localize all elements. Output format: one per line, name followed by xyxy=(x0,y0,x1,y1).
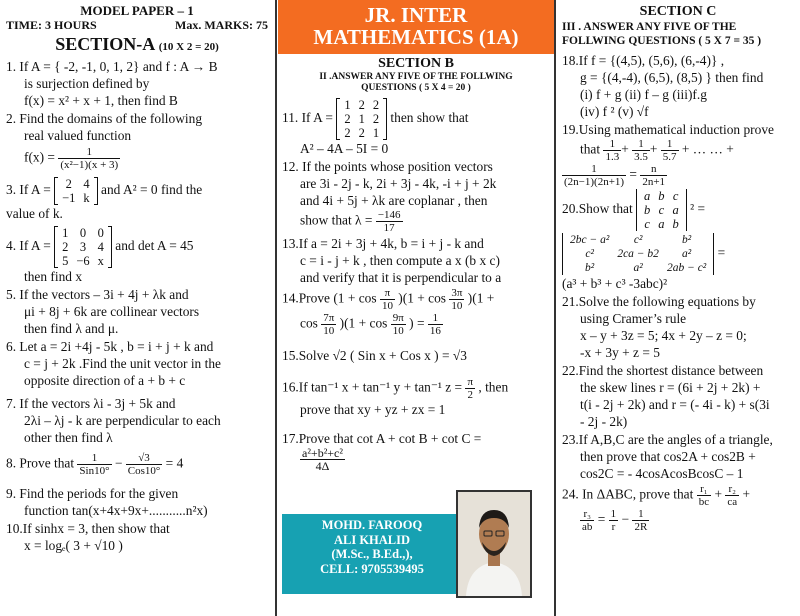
q14-bmid: )(1 + cos xyxy=(339,315,388,331)
q20-prefix: 20.Show that xyxy=(562,201,633,217)
question-8 xyxy=(6,452,268,477)
q8-den-2: Cos10° xyxy=(127,465,161,477)
question-19 xyxy=(562,121,794,188)
matrix-cell: 2 xyxy=(344,112,351,126)
q24-d2: ca xyxy=(727,496,738,508)
author-phone: CELL: 9705539495 xyxy=(320,561,424,576)
q13-line-2: c = i - j + k , then compute a x (b x c) xyxy=(300,253,500,268)
banner-line-2: MATHEMATICS (1A) xyxy=(313,25,519,49)
matrix-cell: k xyxy=(83,191,90,205)
section-b-heading: SECTION B xyxy=(378,56,454,71)
q24-n2: r₂ xyxy=(725,483,739,496)
q3-matrix-table xyxy=(58,177,94,205)
q8-minus: − xyxy=(114,455,123,471)
q8-den-1: Sin10° xyxy=(79,465,110,477)
q12-line-3: and 4i + 5j + λk are coplanar , then xyxy=(300,193,488,208)
section-a-title: SECTION-A xyxy=(55,34,155,54)
q17-line-1: 17.Prove that cot A + cot B + cot C = xyxy=(282,431,482,446)
matrix-cell: c² xyxy=(585,248,594,260)
matrix-cell: 1 xyxy=(62,226,69,240)
question-18 xyxy=(562,52,794,120)
q16-line-2: prove that xy + yz + zx = 1 xyxy=(300,402,446,417)
q13-line-1: 13.If a = 2i + 3j + 4k, b = i + j - k and xyxy=(282,236,484,251)
matrix-row xyxy=(340,112,383,126)
q5-line-2: μi + 8j + 6k are collinear vectors xyxy=(24,304,200,319)
q12-num: −146 xyxy=(377,209,401,221)
matrix-cell: 2ab − c² xyxy=(666,262,707,274)
person-avatar-icon xyxy=(458,492,530,596)
q20-determinant-2 xyxy=(562,233,714,275)
section-c-column xyxy=(556,0,800,616)
q12-fraction xyxy=(376,209,403,234)
matrix-cell: b xyxy=(672,217,679,231)
question-7 xyxy=(6,395,268,446)
matrix-cell: 2 xyxy=(344,126,351,140)
q16-post: , then xyxy=(478,379,509,395)
q20-det-table xyxy=(640,189,683,231)
matrix-cell: 1 xyxy=(372,126,380,140)
matrix-row xyxy=(566,233,710,247)
q8-fraction-2 xyxy=(126,452,163,477)
question-20 xyxy=(562,189,794,292)
q2-line-1: 2. Find the domains of the following xyxy=(6,111,203,126)
q2-denominator: (x²−1)(x + 3) xyxy=(60,159,119,171)
q19-eq: = xyxy=(629,166,637,182)
q12-prefix: show that λ = xyxy=(300,212,373,228)
section-a-scheme: (10 X 2 = 20) xyxy=(158,41,219,53)
q2-fraction xyxy=(58,146,120,171)
q14-end: )(1 + xyxy=(467,290,495,306)
question-10 xyxy=(6,520,268,554)
q8-num-1: 1 xyxy=(77,452,111,465)
q24-rn1: 1 xyxy=(610,508,617,520)
matrix-cell: a² xyxy=(633,262,643,274)
q20-postfix: ² = xyxy=(690,201,706,217)
q24-frac-1 xyxy=(697,483,711,508)
q3-postfix: and A² = 0 find the xyxy=(101,182,203,198)
q14-f1d: 10 xyxy=(381,300,393,312)
q14-a: 14.Prove (1 + cos xyxy=(282,290,377,306)
q24-rd2: 2R xyxy=(634,521,648,533)
q24-frac-2 xyxy=(725,483,739,508)
q19-rd: 2n+1 xyxy=(642,176,666,188)
matrix-cell: b xyxy=(644,203,651,217)
q10-line-2: x = logₑ( 3 + √10 ) xyxy=(24,538,123,553)
matrix-cell: 1 xyxy=(344,98,351,112)
q19-frac-2 xyxy=(632,138,650,163)
q20-line-1 xyxy=(562,189,794,231)
q2-numerator: 1 xyxy=(58,146,120,159)
q21-line-2: using Cramer’s rule xyxy=(580,311,687,326)
q21-line-1: 21.Solve the following equations by xyxy=(562,294,756,309)
q24-frac-r1 xyxy=(609,508,619,533)
q19-tail: + … … + xyxy=(681,141,734,157)
q5-line-1: 5. If the vectors – 3i + 4j + λk and xyxy=(6,287,189,302)
matrix-cell: −1 xyxy=(62,191,76,205)
question-17 xyxy=(282,430,550,472)
section-c-heading: SECTION C xyxy=(639,4,717,19)
section-a-heading xyxy=(6,34,268,57)
q24-n3: r₃ xyxy=(580,508,594,521)
time-marks-row xyxy=(6,18,268,32)
matrix-cell: b² xyxy=(585,262,595,274)
q14-frac-result xyxy=(428,312,443,337)
question-14 xyxy=(282,287,550,337)
author-photo xyxy=(456,490,532,598)
q24-minus: − xyxy=(621,511,630,527)
matrix-cell: c xyxy=(644,217,650,231)
q11-line-2: A² – 4A – 5I = 0 xyxy=(300,141,389,156)
q16-fn: π xyxy=(467,376,474,388)
matrix-row xyxy=(640,217,683,231)
question-1 xyxy=(6,58,268,109)
matrix-cell: a² xyxy=(681,248,692,260)
q19-n1: 1 xyxy=(603,138,621,151)
q23-line-1: 23.If A,B,C are the angles of a triangle, xyxy=(562,432,773,447)
matrix-row xyxy=(58,177,94,191)
q20-line-2 xyxy=(562,233,794,275)
q2-line-2: real valued function xyxy=(24,128,132,143)
question-6 xyxy=(6,338,268,389)
q8-prefix: 8. Prove that xyxy=(6,455,75,471)
q22-line-4: - 2j - 2k) xyxy=(580,414,628,429)
q12-den: 17 xyxy=(383,222,395,234)
q14-f3n: 7π xyxy=(323,312,335,324)
q3-line-2: value of k. xyxy=(6,206,63,221)
q9-line-1: 9. Find the periods for the given xyxy=(6,486,179,501)
q14-line-2 xyxy=(282,312,550,337)
q10-line-1: 10.If sinhx = 3, then show that xyxy=(6,521,170,536)
q17-den: 4Δ xyxy=(315,459,330,473)
q8-fraction-1 xyxy=(77,452,111,477)
matrix-cell: c xyxy=(672,189,679,203)
q3-matrix xyxy=(54,177,98,205)
q21-line-3: x – y + 3z = 5; 4x + 2y – z = 0; xyxy=(580,328,747,343)
section-a-column xyxy=(0,0,274,616)
matrix-row xyxy=(58,226,108,240)
matrix-cell: 2 xyxy=(372,98,380,112)
q7-line-3: other then find λ xyxy=(24,430,113,445)
q16-line-1 xyxy=(282,376,550,401)
q24-eq: = xyxy=(597,511,606,527)
matrix-cell: 2bc − a² xyxy=(570,234,610,246)
q19-line-2: that $\frac{1}{1.3}$ + $\frac{1}{3.5}$ + $\frac{1}{5.7}$ + … … + xyxy=(580,138,734,163)
matrix-cell: 0 xyxy=(97,226,104,240)
question-15: 15.Solve √2 ( Sin x + Cos x ) = √3 xyxy=(282,348,467,363)
q6-line-2: c = j + 2k .Find the unit vector in the xyxy=(24,356,221,371)
question-11 xyxy=(282,98,550,157)
q16-a: 16.If tan⁻¹ x + tan⁻¹ y + tan⁻¹ z = xyxy=(282,379,463,395)
q14-beq: ) = xyxy=(409,315,425,331)
q17-num: a²+b²+c² xyxy=(302,446,343,460)
q19-ld: (2n−1)(2n+1) xyxy=(564,176,625,188)
q14-rn: 1 xyxy=(428,312,443,325)
matrix-cell: −6 xyxy=(76,254,90,268)
q24-n1: r₁ xyxy=(697,483,711,496)
matrix-row xyxy=(58,191,94,205)
q19-line-3 xyxy=(562,163,794,188)
question-23 xyxy=(562,431,794,482)
q22-line-3: t(i - 2j + 2k) and r = (- 4i - k) + s(3i xyxy=(580,397,770,412)
q18-line-2: g = {(4,-4), (6,5), (8,5) } then find xyxy=(580,70,764,85)
question-3 xyxy=(6,177,268,222)
q17-fraction xyxy=(300,447,345,472)
matrix-row xyxy=(640,189,683,203)
matrix-cell: x xyxy=(97,254,104,268)
q14-frac-3 xyxy=(321,312,336,337)
question-5 xyxy=(6,286,268,337)
matrix-cell: c xyxy=(658,203,665,217)
q11-postfix: then show that xyxy=(390,110,469,126)
q14-frac-2 xyxy=(449,287,464,312)
q16-fraction xyxy=(465,376,475,401)
q22-line-1: 22.Find the shortest distance between xyxy=(562,363,764,378)
matrix-row xyxy=(340,126,383,140)
q4-matrix xyxy=(54,226,112,268)
q23-line-2: then prove that cos2A + cos2B + xyxy=(580,449,756,464)
q4-line-2: then find x xyxy=(24,269,83,284)
q24-rn2: 1 xyxy=(632,508,649,521)
matrix-cell: a xyxy=(644,189,651,203)
author-name-2: ALI KHALID xyxy=(333,532,411,547)
q14-mid: )(1 + cos xyxy=(398,290,447,306)
matrix-cell: 2ca − b2 xyxy=(617,248,659,260)
q14-frac-4 xyxy=(391,312,406,337)
q23-line-3: cos2C = - 4cosAcosBcosC – 1 xyxy=(580,466,744,481)
q19-d2: 3.5 xyxy=(634,151,648,163)
q19-frac-result xyxy=(640,163,667,188)
q9-line-2: function tan(x+4x+9x+...........n²x) xyxy=(24,503,208,518)
question-21 xyxy=(562,293,794,361)
q8-num-2: √3 xyxy=(126,452,163,465)
q20-postfix-2: = xyxy=(717,245,726,261)
marks-label: Max. MARKS: 75 xyxy=(175,18,268,32)
matrix-row xyxy=(640,203,683,217)
q24-rd1: r xyxy=(611,521,616,533)
matrix-cell: c² xyxy=(633,234,643,246)
matrix-cell: 4 xyxy=(97,240,104,254)
matrix-row xyxy=(566,261,710,275)
q20-det2-table xyxy=(566,233,710,275)
matrix-cell: 2 xyxy=(358,98,365,112)
banner-line-1: JR. INTER xyxy=(364,3,468,27)
q12-line-1: 12. If the points whose position vectors xyxy=(282,159,493,174)
q24-d3: ab xyxy=(582,521,593,533)
q24-line-2 xyxy=(562,508,794,533)
q18-line-4: (iv) f ² (v) √f xyxy=(580,104,649,119)
author-box xyxy=(282,514,462,594)
matrix-row xyxy=(566,247,710,261)
question-9 xyxy=(6,485,268,519)
matrix-row xyxy=(58,240,108,254)
q19-frac-1 xyxy=(603,138,621,163)
q14-f3d: 10 xyxy=(323,325,335,337)
q24-frac-r2 xyxy=(632,508,649,533)
matrix-cell: 5 xyxy=(62,254,69,268)
author-qualification: (M.Sc., B.Ed.,), xyxy=(331,547,413,561)
q19-frac-3 xyxy=(661,138,679,163)
q14-f4d: 10 xyxy=(392,325,404,337)
matrix-cell: 3 xyxy=(79,240,87,254)
section-c-instruction-2: FOLLWING QUESTIONS ( 5 X 7 = 35 ) xyxy=(562,35,762,47)
question-4 xyxy=(6,226,268,285)
q14-f1n: π xyxy=(380,287,395,300)
q2-formula xyxy=(6,146,268,171)
q19-prefix: that xyxy=(580,141,601,157)
question-12 xyxy=(282,158,550,234)
q1-line-3: f(x) = x² + x + 1, then find B xyxy=(24,93,178,108)
matrix-cell: 4 xyxy=(83,177,90,191)
matrix-row xyxy=(340,98,383,112)
q20-line-3: (a³ + b³ + c³ -3abc)² xyxy=(562,276,668,291)
q14-rd: 16 xyxy=(429,325,441,337)
model-paper-title: MODEL PAPER – 1 xyxy=(80,3,194,18)
q4-prefix: 4. If A = xyxy=(6,238,51,254)
q19-n2: 1 xyxy=(632,138,650,151)
q7-line-2: 2λi – λj - k are perpendicular to each xyxy=(24,413,221,428)
section-c-instruction-1: III . ANSWER ANY FIVE OF THE xyxy=(562,21,737,33)
matrix-cell: a xyxy=(672,203,679,217)
matrix-cell: a xyxy=(658,217,665,231)
q7-line-1: 7. If the vectors λi - 3j + 5k and xyxy=(6,396,176,411)
q4-postfix: and det A = 45 xyxy=(115,238,194,254)
question-16 xyxy=(282,376,550,418)
author-name-1: MOHD. FAROOQ xyxy=(321,518,423,532)
q24-line-1 xyxy=(562,483,794,508)
q20-determinant xyxy=(636,189,687,231)
q19-d3: 5.7 xyxy=(662,151,677,163)
q19-ln: 1 xyxy=(562,163,626,176)
q11-matrix xyxy=(336,98,387,140)
q18-line-1: 18.If f = {(4,5), (5,6), (6,-4)} , xyxy=(562,53,725,68)
question-13 xyxy=(282,235,550,286)
q12-line-2: are 3i - 2j - k, 2i + 3j - 4k, -i + j + 2k xyxy=(300,176,497,191)
q19-frac-last xyxy=(562,163,626,188)
q24-d1: bc xyxy=(698,496,710,508)
q14-f4n: 9π xyxy=(392,312,404,324)
q14-frac-1 xyxy=(380,287,395,312)
q24-prefix: 24. In ΔABC, prove that xyxy=(562,486,694,502)
q24-frac-3 xyxy=(580,508,594,533)
title-banner xyxy=(278,0,554,54)
q11-prefix: 11. If A = xyxy=(282,110,333,126)
q21-line-4: -x + 3y + z = 5 xyxy=(580,345,660,360)
q14-f2n: 3π xyxy=(451,287,463,299)
q11-matrix-table xyxy=(340,98,383,140)
q18-line-3: (i) f + g (ii) f – g (iii)f.g xyxy=(580,87,707,102)
q14-f2d: 10 xyxy=(451,300,463,312)
q12-line-4 xyxy=(282,209,550,234)
q4-matrix-table xyxy=(58,226,108,268)
question-22 xyxy=(562,362,794,430)
q22-line-2: the skew lines r = (6i + 2j + 2k) + xyxy=(580,380,761,395)
question-24 xyxy=(562,483,794,533)
q1-line-2: is surjection defined by xyxy=(24,76,150,91)
q3-prefix: 3. If A = xyxy=(6,182,51,198)
divider-left xyxy=(275,0,277,616)
q2-lhs: f(x) = xyxy=(24,149,55,165)
q16-fd: 2 xyxy=(467,389,473,401)
matrix-cell: 1 xyxy=(358,112,365,126)
question-2 xyxy=(6,110,268,171)
time-label: TIME: 3 HOURS xyxy=(6,18,97,32)
matrix-cell: b xyxy=(658,189,665,203)
q8-postfix: = 4 xyxy=(165,455,184,471)
q13-line-3: and verify that it is perpendicular to a xyxy=(300,270,502,285)
matrix-cell: 2 xyxy=(358,126,365,140)
q19-line-1: 19.Using mathematical induction prove xyxy=(562,122,774,137)
q19-d1: 1.3 xyxy=(605,151,620,163)
matrix-cell: 2 xyxy=(65,177,72,191)
section-b-instruction-1: II .ANSWER ANY FIVE OF THE FOLLWING xyxy=(319,72,513,82)
q19-rn: n xyxy=(640,163,667,176)
q14-line-1 xyxy=(282,287,550,312)
q24-tail: + xyxy=(742,486,751,502)
q5-line-3: then find λ and μ. xyxy=(24,321,119,336)
matrix-row xyxy=(58,254,108,268)
section-b-instruction-2: QUESTIONS ( 5 X 4 = 20 ) xyxy=(361,83,471,93)
matrix-cell: 0 xyxy=(79,226,87,240)
q17-line-2 xyxy=(282,447,550,472)
q24-plus: + xyxy=(714,486,723,502)
q6-line-3: opposite direction of a + b + c xyxy=(24,373,186,388)
q6-line-1: 6. Let a = 2i +4j - 5k , b = i + j + k and xyxy=(6,339,214,354)
matrix-cell: 2 xyxy=(372,112,380,126)
matrix-cell: 2 xyxy=(62,240,69,254)
q19-n3: 1 xyxy=(661,138,679,151)
matrix-cell: b² xyxy=(681,234,692,246)
q14-b: cos xyxy=(300,315,318,331)
q1-line-1: 1. If A = { -2, -1, 0, 1, 2} and f : A → B xyxy=(6,59,218,74)
